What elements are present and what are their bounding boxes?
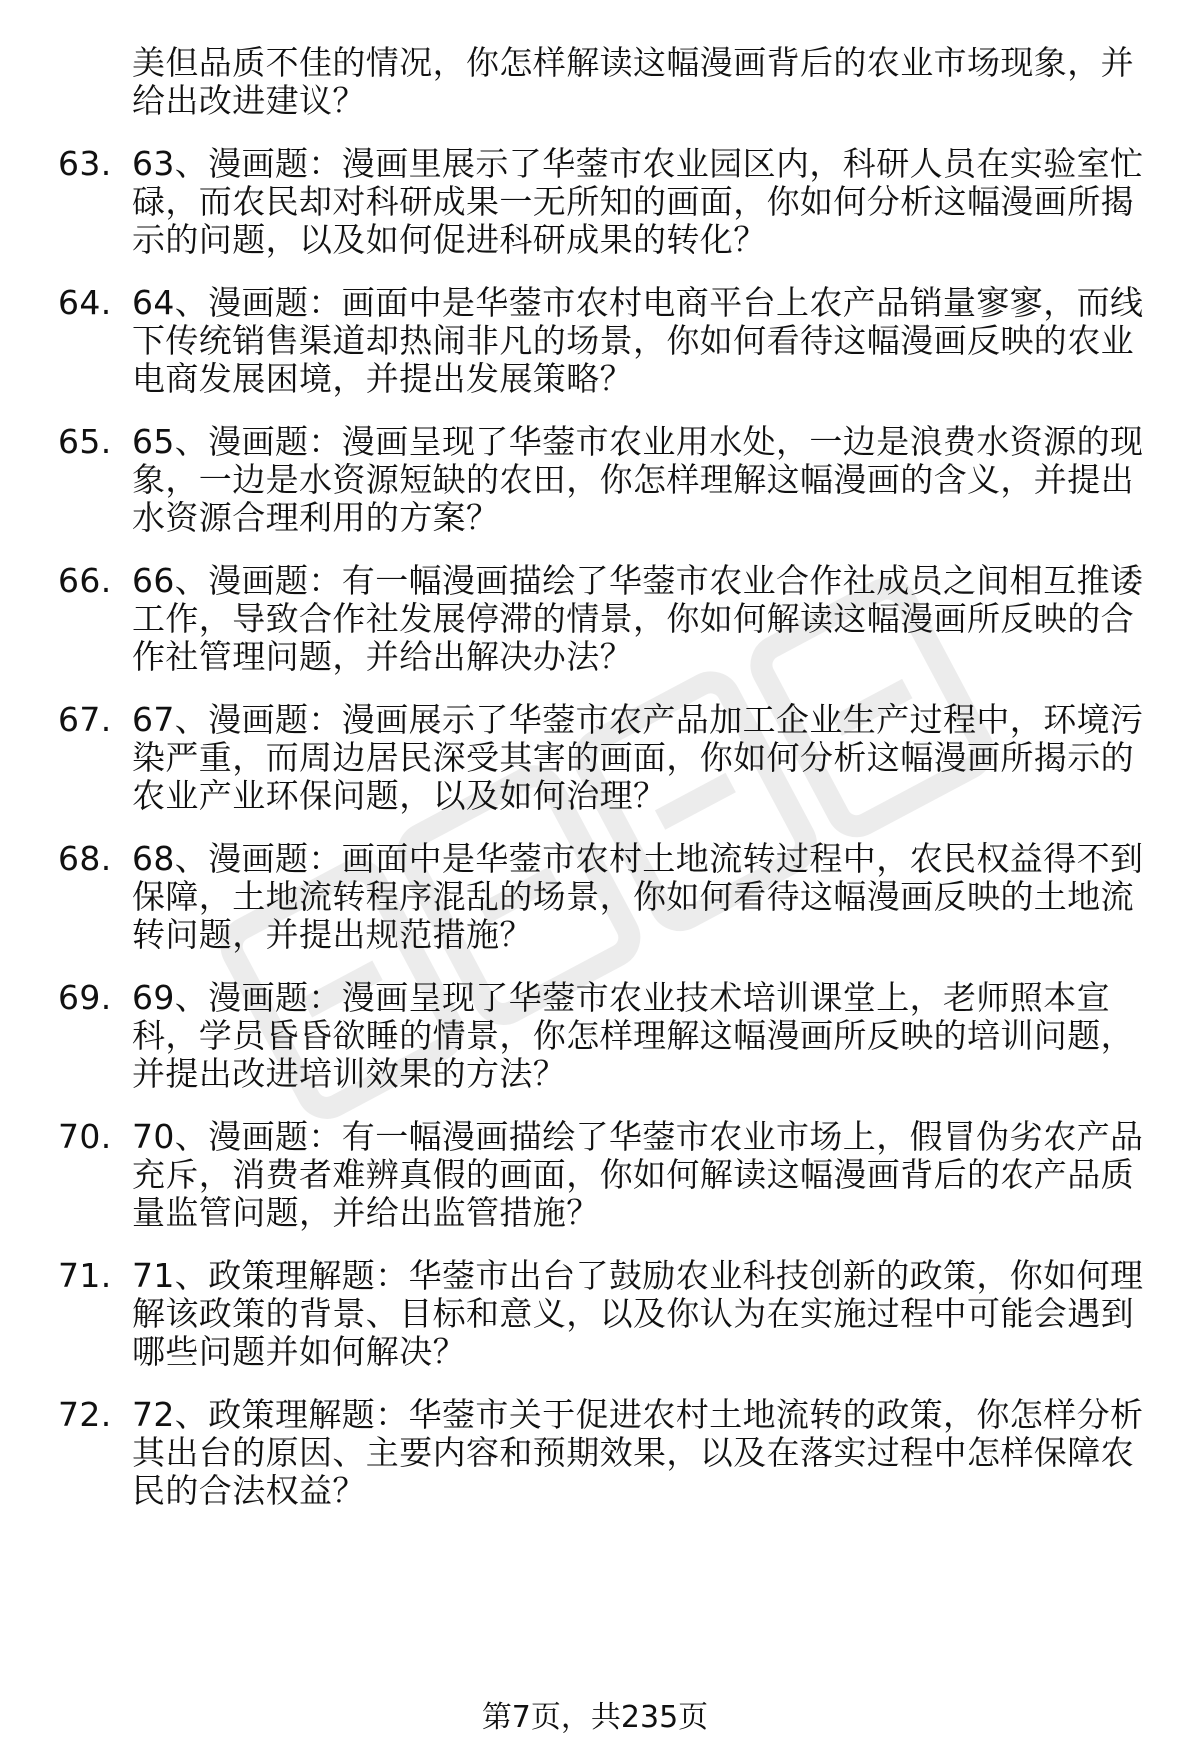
- question-number: 64.: [58, 283, 112, 322]
- question-number: 65.: [58, 422, 112, 461]
- question-item-64: [0, 284, 1190, 398]
- question-text: 63、漫画题：漫画里展示了华蓥市农业园区内，科研人员在实验室忙碌，而农民却对科研成果一无所知的画面，你如何分析这幅漫画所揭示的问题，以及如何促进科研成果的转化？: [132, 144, 1144, 259]
- page-footer: 第7页，共235页: [481, 1700, 709, 1735]
- question-text: 67、漫画题：漫画展示了华蓥市农产品加工企业生产过程中，环境污染严重，而周边居民深受其害的画面，你如何分析这幅漫画所揭示的农业产业环保问题，以及如何治理？: [132, 700, 1144, 815]
- question-text: 71、政策理解题：华蓥市出台了鼓励农业科技创新的政策，你如何理解该政策的背景、目标和意义，以及你认为在实施过程中可能会遇到哪些问题并如何解决？: [132, 1256, 1144, 1371]
- question-number: 68.: [58, 839, 112, 878]
- question-text: 69、漫画题：漫画呈现了华蓥市农业技术培训课堂上，老师照本宣科，学员昏昏欲睡的情景，你怎样理解这幅漫画所反映的培训问题，并提出改进培训效果的方法？: [132, 978, 1134, 1093]
- question-number: 70.: [58, 1117, 112, 1156]
- continuation-text: 美但品质不佳的情况，你怎样解读这幅漫画背后的农业市场现象，并给出改进建议？: [132, 43, 1134, 120]
- question-text: 66、漫画题：有一幅漫画描绘了华蓥市农业合作社成员之间相互推诿工作，导致合作社发展停滞的情景，你如何解读这幅漫画所反映的合作社管理问题，并给出解决办法？: [132, 561, 1144, 676]
- question-text: 68、漫画题：画面中是华蓥市农村土地流转过程中，农民权益得不到保障，土地流转程序混乱的场景，你如何看待这幅漫画反映的土地流转问题，并提出规范措施？: [132, 839, 1144, 954]
- question-text: 65、漫画题：漫画呈现了华蓥市农业用水处，一边是浪费水资源的现象，一边是水资源短缺的农田，你怎样理解这幅漫画的含义，并提出水资源合理利用的方案？: [132, 422, 1144, 537]
- question-item-68: [0, 840, 1190, 954]
- question-item-67: [0, 701, 1190, 815]
- question-item-70: [0, 1118, 1190, 1232]
- question-number: 72.: [58, 1395, 112, 1434]
- question-item-66: [0, 562, 1190, 676]
- question-item-69: [0, 979, 1190, 1093]
- question-item-71: [0, 1257, 1190, 1371]
- question-number: 63.: [58, 144, 112, 183]
- question-number: 69.: [58, 978, 112, 1017]
- question-text: 70、漫画题：有一幅漫画描绘了华蓥市农业市场上，假冒伪劣农产品充斥，消费者难辨真假的画面，你如何解读这幅漫画背后的农产品质量监管问题，并给出监管措施？: [132, 1117, 1144, 1232]
- question-number: 66.: [58, 561, 112, 600]
- question-item-63: [0, 145, 1190, 259]
- question-text: 72、政策理解题：华蓥市关于促进农村土地流转的政策，你怎样分析其出台的原因、主要内容和预期效果，以及在落实过程中怎样保障农民的合法权益？: [132, 1395, 1144, 1510]
- question-number: 67.: [58, 700, 112, 739]
- question-item-65: [0, 423, 1190, 537]
- question-list: [0, 44, 1190, 1510]
- question-number: 71.: [58, 1256, 112, 1295]
- question-text: 64、漫画题：画面中是华蓥市农村电商平台上农产品销量寥寥，而线下传统销售渠道却热闹非凡的场景，你如何看待这幅漫画反映的农业电商发展困境，并提出发展策略？: [132, 283, 1144, 398]
- question-item-72: [0, 1396, 1190, 1510]
